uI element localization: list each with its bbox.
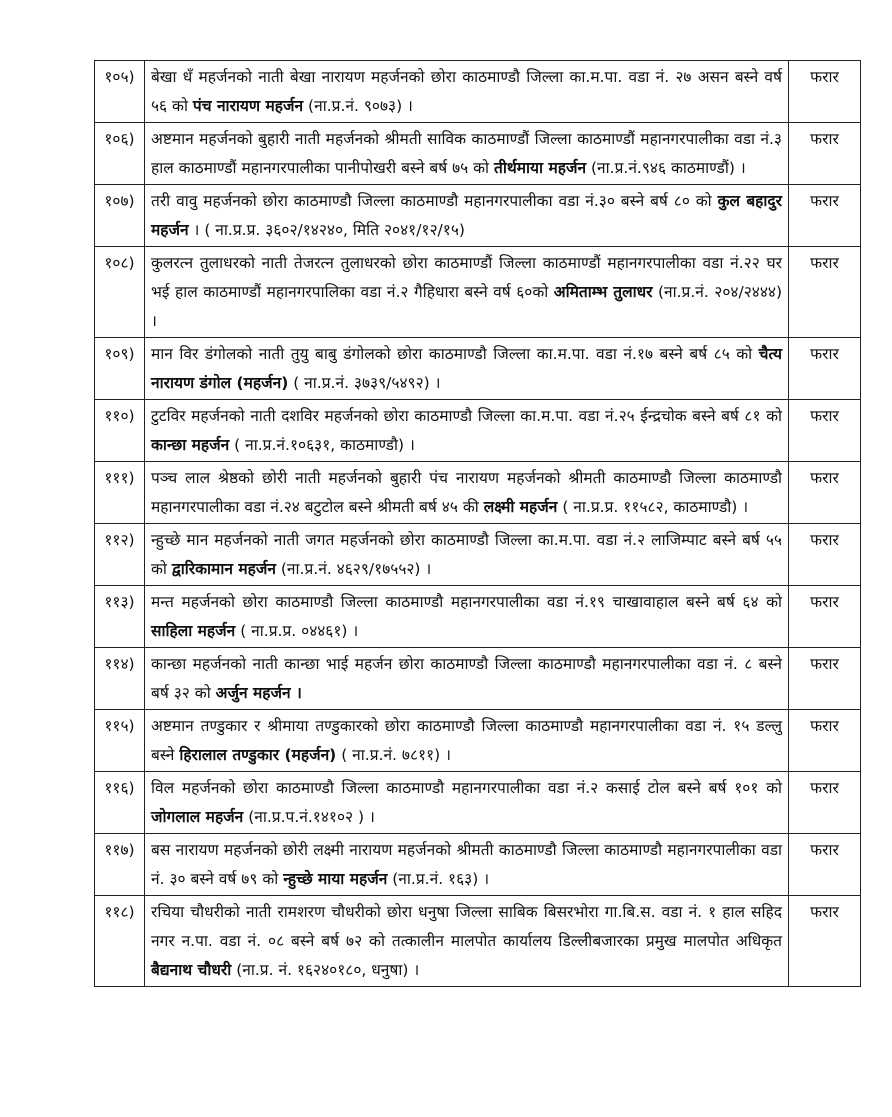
description-text: न्हुच्छे मान महर्जनको नाती जगत महर्जनको छोरा काठमाण्डौ जिल्ला का.म.पा. वडा नं.२ लाजिम्पाट बस्ने बर्ष ५५ को [151,531,782,578]
person-name: अर्जुन महर्जन । [215,684,302,702]
status-cell: फरार [789,123,861,185]
record-description [145,710,789,772]
records-sheet [94,60,861,987]
serial-number: ११८) [95,896,145,987]
table-row [95,185,861,247]
reference-text: ( ना.प्र.प्र. ०४४६१) । [235,622,359,640]
record-description [145,896,789,987]
table-row [95,462,861,524]
record-description [145,338,789,400]
description-text: बेखा धँ महर्जनको नाती बेखा नारायण महर्जनको छोरा काठमाण्डौ जिल्ला का.म.पा. वडा नं. २७ असन बस्ने वर्ष ५६ को [151,68,782,115]
reference-text: ( ना.प्र.प्र. ११५८२, काठमाण्डौ) । [557,498,749,516]
person-name: लक्ष्मी महर्जन [483,498,558,516]
table-row [95,123,861,185]
serial-number: १०६) [95,123,145,185]
status-cell: फरार [789,61,861,123]
person-name: चैत्य नारायण डंगोल (महर्जन) [151,345,782,392]
status-cell: फरार [789,338,861,400]
serial-number: १०५) [95,61,145,123]
record-description [145,123,789,185]
table-row [95,400,861,462]
serial-number: ११५) [95,710,145,772]
table-row [95,61,861,123]
record-description [145,185,789,247]
person-name: तीर्थमाया महर्जन [494,159,587,177]
serial-number: ११२) [95,524,145,586]
status-cell: फरार [789,710,861,772]
person-name: न्हुच्छे माया महर्जन [283,870,388,888]
description-text: रचिया चौधरीको नाती रामशरण चौधरीको छोरा धनुषा जिल्ला साबिक बिसरभोरा गा.बि.स. वडा नं. १ हाल सहिद नगर न.पा. वडा नं. ०८ बस्ने बर्ष ७२ को तत्कालीन मालपोत कार्यालय डिल्लीबजारका प्रमुख मालपोत अधिकृत [151,903,782,950]
status-cell: फरार [789,524,861,586]
serial-number: १११) [95,462,145,524]
reference-text: ( ना.प्र.नं. ७८११) । [336,746,452,764]
status-cell: फरार [789,462,861,524]
description-text: मन्त महर्जनको छोरा काठमाण्डौ जिल्ला काठमाण्डौ महानगरपालीका वडा नं.१९ चाखावाहाल बस्ने बर्ष ६४ को [151,593,782,611]
table-row [95,834,861,896]
table-row [95,247,861,338]
status-cell: फरार [789,648,861,710]
table-row [95,896,861,987]
serial-number: १०८) [95,247,145,338]
record-description [145,834,789,896]
description-text: टुटविर महर्जनको नाती दशविर महर्जनको छोरा काठमाण्डौ जिल्ला का.म.पा. वडा नं.२५ ईन्द्रचोक बस्ने बर्ष ८१ को [151,407,782,425]
person-name: हिरालाल तण्डुकार (महर्जन) [179,746,337,764]
serial-number: ११३) [95,586,145,648]
record-description [145,400,789,462]
status-cell: फरार [789,896,861,987]
serial-number: १०९) [95,338,145,400]
record-description [145,648,789,710]
record-description [145,772,789,834]
description-text: मान विर डंगोलको नाती तुयु बाबु डंगोलको छोरा काठमाण्डौ जिल्ला का.म.पा. वडा नं.१७ बस्ने बर्ष ८५ को [151,345,759,363]
reference-text: (ना.प्र.नं. २०४/२४४४) । [151,283,782,330]
serial-number: ११७) [95,834,145,896]
reference-text: (ना.प्र.नं. ९०७३) । [303,97,413,115]
person-name: द्वारिकामान महर्जन [171,560,276,578]
serial-number: १०७) [95,185,145,247]
status-cell: फरार [789,400,861,462]
person-name: कुल बहादुर महर्जन [151,192,782,239]
status-cell: फरार [789,772,861,834]
reference-text: ( ना.प्र.नं. ३७३९/५४९२) । [288,374,441,392]
person-name: बैद्यनाथ चौधरी [151,961,232,979]
person-name: अमिताम्भ तुलाधर [553,283,653,301]
description-text: तरी वावु महर्जनको छोरा काठमाण्डौ जिल्ला काठमाण्डौ महानगरपालीका वडा नं.३० बस्ने बर्ष ८० को [151,192,718,210]
reference-text: ( ना.प्र.नं.१०६३१, काठमाण्डौ) । [229,436,415,454]
table-row [95,648,861,710]
description-text: बस नारायण महर्जनको छोरी लक्ष्मी नारायण महर्जनको श्रीमती काठमाण्डौ जिल्ला काठमाण्डौ महानगरपालीका वडा नं. ३० बस्ने वर्ष ७९ को [151,841,782,888]
table-row [95,524,861,586]
person-name: कान्छा महर्जन [151,436,230,454]
status-cell: फरार [789,834,861,896]
record-description [145,462,789,524]
records-table [94,60,861,987]
table-row [95,772,861,834]
description-text: कान्छा महर्जनको नाती कान्छा भाई महर्जन छोरा काठमाण्डौ जिल्ला काठमाण्डौ महानगरपालीका वडा नं. ८ बस्ने बर्ष ३२ को [151,655,782,702]
reference-text: (ना.प्र.प.नं.१४१०२ ) । [243,808,375,826]
record-description [145,524,789,586]
status-cell: फरार [789,586,861,648]
reference-text: (ना.प्र. नं. १६२४०१८०, धनुषा) । [231,961,420,979]
person-name: पंच नारायण महर्जन [192,97,304,115]
description-text: कुलरत्न तुलाधरको नाती तेजरत्न तुलाधरको छोरा काठमाण्डौं जिल्ला काठमाण्डौं महानगरपालीका वडा नं.२२ घर भई हाल काठमाण्डौं महानगरपालिका वडा नं.२ गैहिधारा बस्ने वर्ष ६०को [151,254,782,301]
serial-number: ११०) [95,400,145,462]
description-text: अष्टमान महर्जनको बुहारी नाती महर्जनको श्रीमती साविक काठमाण्डौं जिल्ला काठमाण्डौं महानगरपालीका वडा नं.३ हाल काठमाण्डौं महानगरपालीका पानीपोखरी बस्ने बर्ष ७५ को [151,130,782,177]
reference-text: (ना.प्र.नं. १६३) । [387,870,490,888]
serial-number: ११६) [95,772,145,834]
reference-text: (ना.प्र.नं. ४६२९/१७५५२) । [275,560,432,578]
record-description [145,61,789,123]
record-description [145,586,789,648]
description-text: पञ्च लाल श्रेष्ठको छोरी नाती महर्जनको बुहारी पंच नारायण महर्जनको श्रीमती काठमाण्डौ जिल्ला काठमाण्डौ महानगरपालीका वडा नं.२४ बटुटोल बस्ने श्रीमती बर्ष ४५ की [151,469,782,516]
record-description [145,247,789,338]
status-cell: फरार [789,185,861,247]
table-row [95,338,861,400]
reference-text: (ना.प्र.नं.९४६ काठमाण्डौं) । [586,159,746,177]
person-name: साहिला महर्जन [151,622,236,640]
description-text: अष्टमान तण्डुकार र श्रीमाया तण्डुकारको छोरा काठमाण्डौ जिल्ला काठमाण्डौ महानगरपालीका वडा नं. १५ डल्लु बस्ने [151,717,782,764]
person-name: जोगलाल महर्जन [151,808,244,826]
table-row [95,586,861,648]
description-text: विल महर्जनको छोरा काठमाण्डौ जिल्ला काठमाण्डौ महानगरपालीका वडा नं.२ कसाई टोल बस्ने बर्ष १०१ को [151,779,782,797]
serial-number: ११४) [95,648,145,710]
table-row [95,710,861,772]
reference-text: । ( ना.प्र.प्र. ३६०२/१४२४०, मिति २०४१/१२/१५) [188,221,465,239]
status-cell: फरार [789,247,861,338]
